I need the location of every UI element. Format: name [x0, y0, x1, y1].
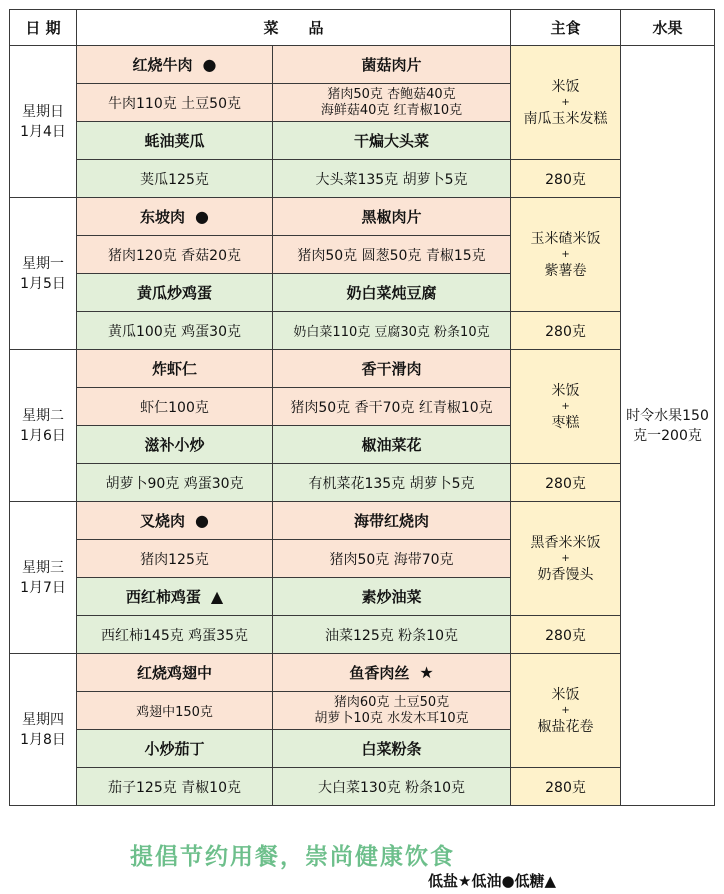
day-date: 1月6日: [20, 427, 66, 444]
dish-name-cell: [273, 654, 511, 692]
ingredients-cell: 猪肉50克 圆葱50克 青椒15克: [273, 236, 511, 274]
ingredients-cell: 虾仁100克: [77, 388, 273, 426]
dish-name-cell: [77, 502, 273, 540]
dish-name-cell: 黑椒肉片: [273, 198, 511, 236]
dish-name-cell: 滋补小炒: [77, 426, 273, 464]
ingredients-cell: 猪肉125克: [77, 540, 273, 578]
ingredients-cell: 猪肉50克 香干70克 红青椒10克: [273, 388, 511, 426]
table-row: [10, 502, 715, 540]
ingredients-cell: 西红柿145克 鸡蛋35克: [77, 616, 273, 654]
dish-name-cell: 素炒油菜: [273, 578, 511, 616]
day-cell: [10, 350, 77, 502]
ingredients-cell: [273, 692, 511, 730]
dish-name-cell: [77, 46, 273, 84]
table-row: [10, 768, 715, 806]
staple-weight: 280克: [511, 616, 621, 654]
staple-weight: 280克: [511, 768, 621, 806]
ingredients-cell: 黄瓜100克 鸡蛋30克: [77, 312, 273, 350]
slogan: 提倡节约用餐，崇尚健康饮食: [130, 844, 455, 870]
dish-name: 叉烧肉: [140, 512, 186, 530]
table-row: [10, 160, 715, 198]
table-row: [10, 198, 715, 236]
staple-line1: 米饭: [551, 382, 580, 399]
dish-mark: ●: [195, 207, 209, 226]
table-row: [10, 350, 715, 388]
staple-line2: 奶香馒头: [537, 566, 594, 583]
day-cell: [10, 502, 77, 654]
ingredients-cell: 茄子125克 青椒10克: [77, 768, 273, 806]
day-date: 1月7日: [20, 579, 66, 596]
staple-plus: +: [561, 96, 570, 108]
dish-mark: ●: [202, 55, 217, 74]
dish-mark: ★: [419, 663, 434, 682]
day-date: 1月8日: [20, 731, 66, 748]
dish-name-cell: 小炒茄丁: [77, 730, 273, 768]
dish-name-cell: 海带红烧肉: [273, 502, 511, 540]
table-row: [10, 312, 715, 350]
ingredients-cell: 油菜125克 粉条10克: [273, 616, 511, 654]
staple-cell: [511, 198, 621, 312]
staple-line2: 枣糕: [551, 414, 580, 431]
ingredients-cell: 奶白菜110克 豆腐30克 粉条10克: [273, 312, 511, 350]
ingredients-cell: 有机菜花135克 胡萝卜5克: [273, 464, 511, 502]
staple-plus: +: [561, 248, 570, 260]
ingredients-cell: 大头菜135克 胡萝卜5克: [273, 160, 511, 198]
header-fruit: 水果: [621, 10, 715, 46]
day-date: 1月4日: [20, 123, 66, 140]
staple-line1: 米饭: [551, 686, 580, 703]
staple-cell: [511, 502, 621, 616]
dish-mark: ▲: [210, 587, 224, 606]
staple-line1: 玉米碴米饭: [530, 230, 601, 247]
ingredients-line: 海鲜菇40克 红青椒10克: [320, 102, 463, 118]
ingredients-line: 猪肉50克 杏鲍菇40克: [327, 86, 456, 102]
dish-name-cell: [273, 46, 511, 84]
day-cell: [10, 46, 77, 198]
ingredients-cell: 大白菜130克 粉条10克: [273, 768, 511, 806]
staple-line2: 紫薯卷: [544, 262, 587, 279]
dish-mark: ●: [195, 511, 209, 530]
table-row: [10, 616, 715, 654]
staple-plus: +: [561, 400, 570, 412]
ingredients-cell: 荚瓜125克: [77, 160, 273, 198]
staple-cell: [511, 350, 621, 464]
weekly-menu-table: [9, 9, 715, 806]
table-row: [10, 46, 715, 84]
ingredients-cell: [273, 84, 511, 122]
table-row: [10, 464, 715, 502]
dish-name-cell: 干煸大头菜: [273, 122, 511, 160]
ingredients-line: 胡萝卜10克 水发木耳10克: [314, 710, 469, 726]
day-name: 星期三: [22, 559, 64, 576]
ingredients-cell: 猪肉120克 香菇20克: [77, 236, 273, 274]
dish-name: 鱼香肉丝: [349, 664, 410, 682]
day-name: 星期二: [22, 407, 64, 424]
dish-name: 菌菇肉片: [361, 56, 422, 74]
dish-name-cell: 炸虾仁: [77, 350, 273, 388]
staple-line1: 米饭: [551, 78, 580, 95]
staple-plus: +: [561, 552, 570, 564]
dish-name: 红烧牛肉: [132, 56, 193, 74]
staple-cell: [511, 654, 621, 768]
header-date: 日 期: [10, 10, 77, 46]
dish-name: 东坡肉: [140, 208, 186, 226]
dish-name-cell: 白菜粉条: [273, 730, 511, 768]
header-staple: 主食: [511, 10, 621, 46]
fruit-cell: [621, 46, 715, 806]
staple-weight: 280克: [511, 160, 621, 198]
staple-cell: [511, 46, 621, 160]
table-row: [10, 654, 715, 692]
day-cell: [10, 654, 77, 806]
staple-plus: +: [561, 704, 570, 716]
day-cell: [10, 198, 77, 350]
staple-weight: 280克: [511, 312, 621, 350]
dish-name-cell: 奶白菜炖豆腐: [273, 274, 511, 312]
ingredients-cell: 胡萝卜90克 鸡蛋30克: [77, 464, 273, 502]
staple-line2: 椒盐花卷: [537, 718, 594, 735]
staple-weight: 280克: [511, 464, 621, 502]
ingredients-cell: 鸡翅中150克: [77, 692, 273, 730]
dish-name-cell: [77, 198, 273, 236]
header-dishes: 菜 品: [77, 10, 511, 46]
staple-line1: 黑香米米饭: [530, 534, 601, 551]
day-date: 1月5日: [20, 275, 66, 292]
day-name: 星期日: [22, 103, 64, 120]
staple-line2: 南瓜玉米发糕: [523, 110, 608, 127]
dish-name-cell: 黄瓜炒鸡蛋: [77, 274, 273, 312]
dish-name: 西红柿鸡蛋: [125, 588, 201, 606]
dish-name-cell: [77, 578, 273, 616]
dish-name-cell: 椒油菜花: [273, 426, 511, 464]
legend: 低盐★低油●低糖▲: [428, 872, 557, 890]
ingredients-cell: 猪肉50克 海带70克: [273, 540, 511, 578]
ingredients-line: 猪肉60克 土豆50克: [333, 694, 450, 710]
dish-name-cell: 蚝油荚瓜: [77, 122, 273, 160]
fruit-text: 时令水果150克一200克: [626, 407, 709, 444]
dish-name-cell: 红烧鸡翅中: [77, 654, 273, 692]
day-name: 星期四: [22, 711, 64, 728]
day-name: 星期一: [22, 255, 64, 272]
ingredients-cell: 牛肉110克 土豆50克: [77, 84, 273, 122]
dish-name-cell: 香干滑肉: [273, 350, 511, 388]
